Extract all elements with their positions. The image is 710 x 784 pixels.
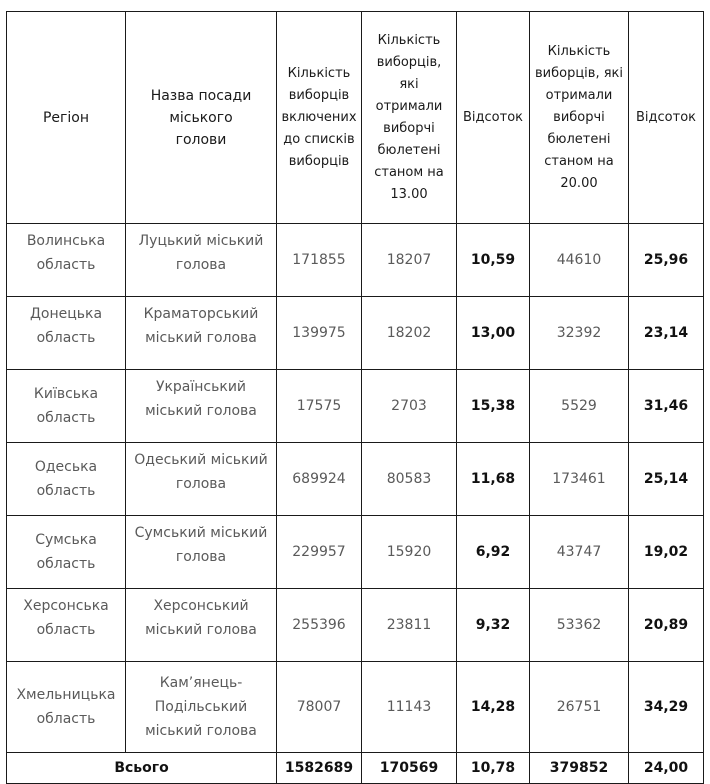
cell-ballots-20: 53362 xyxy=(530,589,629,662)
total-percent-1: 10,78 xyxy=(457,753,530,784)
cell-ballots-13: 11143 xyxy=(362,662,457,753)
cell-ballots-20: 43747 xyxy=(530,516,629,589)
cell-percent-1: 10,59 xyxy=(457,224,530,297)
cell-percent-1: 15,38 xyxy=(457,370,530,443)
header-percent-1: Відсоток xyxy=(457,12,530,224)
cell-ballots-13: 80583 xyxy=(362,443,457,516)
cell-ballots-13: 18207 xyxy=(362,224,457,297)
cell-position: Український міський голова xyxy=(126,370,277,443)
header-position: Назва посади міського голови xyxy=(126,12,277,224)
cell-voters: 78007 xyxy=(277,662,362,753)
cell-voters: 689924 xyxy=(277,443,362,516)
cell-position: Луцький міський голова xyxy=(126,224,277,297)
cell-region: Донецька область xyxy=(7,297,126,370)
cell-region: Херсонська область xyxy=(7,589,126,662)
cell-ballots-20: 26751 xyxy=(530,662,629,753)
cell-ballots-20: 173461 xyxy=(530,443,629,516)
cell-ballots-13: 18202 xyxy=(362,297,457,370)
table-row xyxy=(7,589,704,662)
cell-percent-2: 23,14 xyxy=(629,297,704,370)
cell-position: Кам’янець-Подільський міський голова xyxy=(126,662,277,753)
cell-position: Сумський міський голова xyxy=(126,516,277,589)
cell-percent-2: 25,96 xyxy=(629,224,704,297)
cell-ballots-13: 2703 xyxy=(362,370,457,443)
cell-percent-1: 11,68 xyxy=(457,443,530,516)
total-label: Всього xyxy=(7,753,277,784)
cell-percent-2: 20,89 xyxy=(629,589,704,662)
header-ballots-13: Кількість виборців, які отримали виборчі бюлетені станом на 13.00 xyxy=(362,12,457,224)
header-region: Регіон xyxy=(7,12,126,224)
cell-voters: 229957 xyxy=(277,516,362,589)
table-row xyxy=(7,224,704,297)
header-voters-included: Кількість виборців включених до списків виборців xyxy=(277,12,362,224)
cell-percent-2: 34,29 xyxy=(629,662,704,753)
total-percent-2: 24,00 xyxy=(629,753,704,784)
cell-position: Краматорський міський голова xyxy=(126,297,277,370)
table-row xyxy=(7,370,704,443)
cell-region: Волинська область xyxy=(7,224,126,297)
table-row xyxy=(7,443,704,516)
cell-percent-1: 14,28 xyxy=(457,662,530,753)
cell-region: Хмельницька область xyxy=(7,662,126,753)
table-row xyxy=(7,516,704,589)
cell-voters: 139975 xyxy=(277,297,362,370)
total-ballots-13: 170569 xyxy=(362,753,457,784)
cell-region: Сумська область xyxy=(7,516,126,589)
table-row xyxy=(7,297,704,370)
cell-voters: 255396 xyxy=(277,589,362,662)
cell-ballots-20: 32392 xyxy=(530,297,629,370)
total-voters: 1582689 xyxy=(277,753,362,784)
cell-percent-2: 19,02 xyxy=(629,516,704,589)
header-ballots-20: Кількість виборців, які отримали виборчі бюлетені станом на 20.00 xyxy=(530,12,629,224)
cell-percent-2: 31,46 xyxy=(629,370,704,443)
cell-position: Одеський міський голова xyxy=(126,443,277,516)
total-ballots-20: 379852 xyxy=(530,753,629,784)
cell-ballots-13: 15920 xyxy=(362,516,457,589)
total-row xyxy=(7,753,704,784)
turnout-table xyxy=(6,11,704,784)
cell-ballots-20: 44610 xyxy=(530,224,629,297)
cell-percent-1: 6,92 xyxy=(457,516,530,589)
cell-position: Херсонський міський голова xyxy=(126,589,277,662)
cell-region: Одеська область xyxy=(7,443,126,516)
header-percent-2: Відсоток xyxy=(629,12,704,224)
cell-percent-1: 9,32 xyxy=(457,589,530,662)
table-row xyxy=(7,662,704,753)
header-row xyxy=(7,12,704,224)
cell-ballots-13: 23811 xyxy=(362,589,457,662)
cell-percent-2: 25,14 xyxy=(629,443,704,516)
cell-voters: 171855 xyxy=(277,224,362,297)
cell-region: Київська область xyxy=(7,370,126,443)
cell-voters: 17575 xyxy=(277,370,362,443)
cell-percent-1: 13,00 xyxy=(457,297,530,370)
cell-ballots-20: 5529 xyxy=(530,370,629,443)
